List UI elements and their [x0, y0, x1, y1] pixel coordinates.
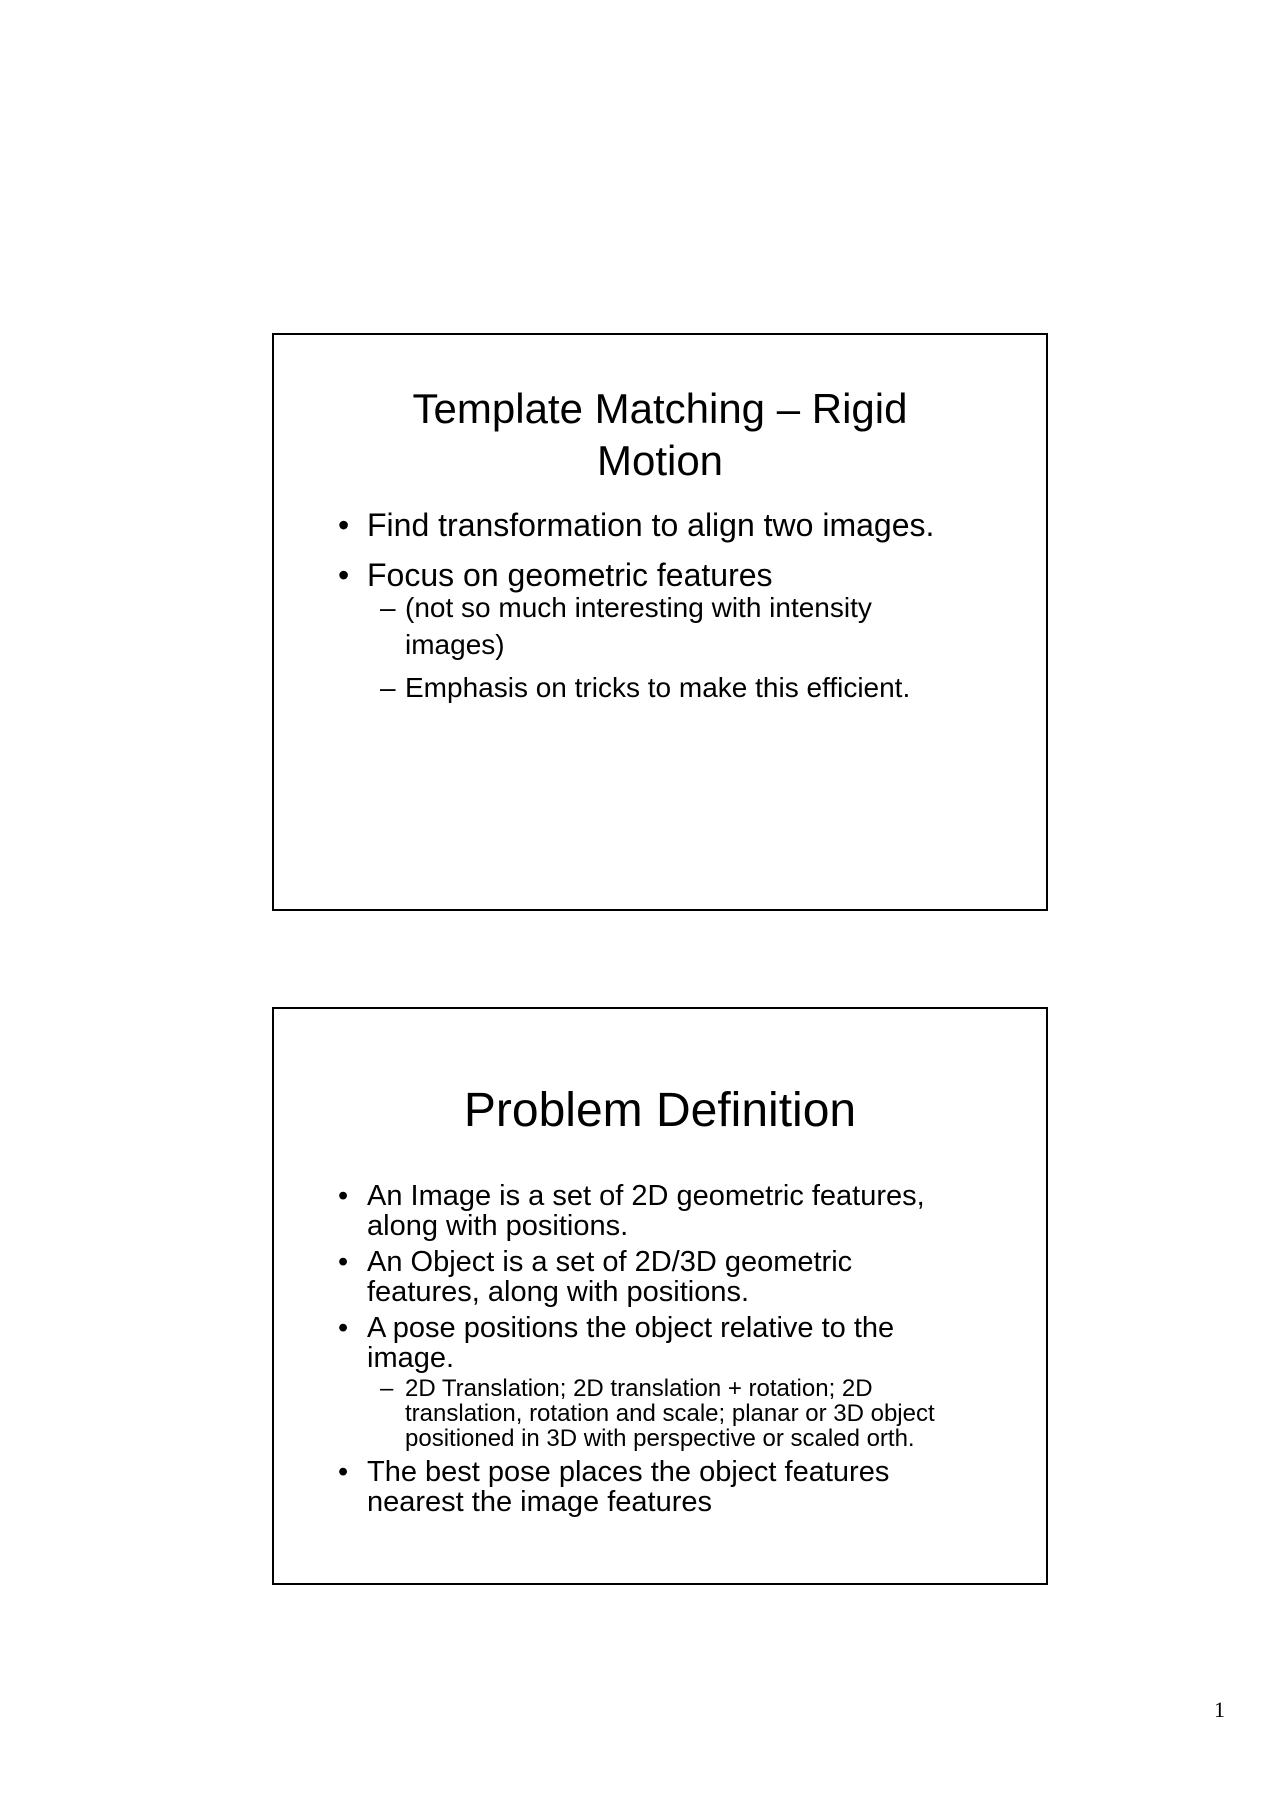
- sub-bullet-line: (not so much interesting with intensity: [405, 592, 872, 623]
- bullet-marker: •: [338, 1246, 349, 1278]
- bullet-marker: •: [338, 1312, 349, 1344]
- bullet-text: Focus on geometric features: [367, 557, 773, 593]
- page-number: 1: [1214, 1697, 1225, 1722]
- bullet-item: [338, 1180, 1016, 1242]
- bullet-item: [338, 507, 1016, 543]
- sub-bullet-item: [380, 669, 1016, 706]
- bullet-list: [338, 1180, 1016, 1523]
- slide-title: Problem Definition: [463, 1084, 857, 1137]
- dash-marker: –: [380, 672, 396, 703]
- sub-bullet-line: translation, rotation and scale; planar or 3D object: [405, 1400, 935, 1427]
- bullet-marker: •: [338, 557, 350, 593]
- sub-bullet-list: [367, 589, 1016, 706]
- bullet-list: [338, 507, 1016, 720]
- bullet-line: along with positions.: [367, 1210, 629, 1242]
- slide-problem-definition: [272, 1007, 1048, 1585]
- slide-title: Template Matching – Rigid Motion: [412, 385, 908, 484]
- bullet-line: An Image is a set of 2D geometric features,: [367, 1180, 925, 1212]
- sub-bullet-line: Emphasis on tricks to make this efficient.: [405, 672, 911, 703]
- bullet-line: A pose positions the object relative to the: [367, 1312, 895, 1344]
- dash-marker: –: [380, 1375, 394, 1402]
- bullet-item: [338, 1312, 1016, 1452]
- bullet-marker: •: [338, 1180, 349, 1212]
- bullet-item: [338, 557, 1016, 706]
- sub-bullet-line: images): [405, 629, 505, 660]
- sub-bullet-item: [380, 589, 1016, 663]
- bullet-line: features, along with positions.: [367, 1276, 750, 1308]
- bullet-text: Find transformation to align two images.: [367, 507, 935, 543]
- bullet-marker: •: [338, 507, 350, 543]
- dash-marker: –: [380, 592, 396, 623]
- bullet-line: An Object is a set of 2D/3D geometric: [367, 1246, 853, 1278]
- bullet-item: [338, 1456, 1016, 1518]
- sub-bullet-line: 2D Translation; 2D translation + rotation; 2D: [405, 1375, 873, 1402]
- sub-bullet-item: [380, 1375, 1016, 1452]
- bullet-item: [338, 1246, 1016, 1308]
- bullet-marker: •: [338, 1456, 349, 1488]
- sub-bullet-list: [367, 1376, 1016, 1451]
- bullet-line: The best pose places the object features: [367, 1456, 890, 1488]
- bullet-line: image.: [367, 1342, 455, 1374]
- slide-template-matching: [272, 333, 1048, 911]
- bullet-line: nearest the image features: [367, 1486, 712, 1518]
- sub-bullet-line: positioned in 3D with perspective or scaled orth.: [405, 1425, 915, 1452]
